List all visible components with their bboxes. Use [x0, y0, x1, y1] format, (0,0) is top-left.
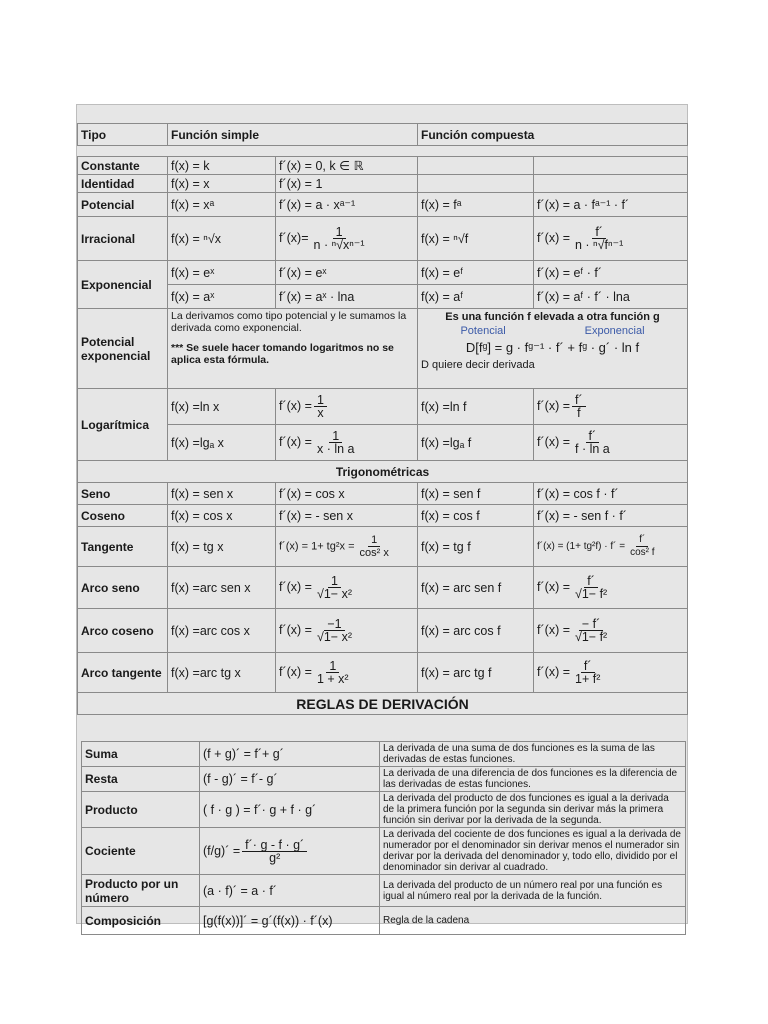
exponencial-derivada-a: f´(x) = aˣ · lna	[276, 285, 418, 309]
log-compuesta-lga: f(x) =lgₐ f	[418, 425, 534, 461]
arcoseno-simple: f(x) =arc sen x	[168, 567, 276, 609]
potexp-label-potencial: Potencial	[460, 325, 506, 337]
arcotangente-compuesta: f(x) = arc tg f	[418, 653, 534, 693]
tangente-compuesta-derivada: f´(x) = (1+ tg²f) · f´ = $\frac{f´}{\text{cos² f}}$	[534, 527, 688, 567]
irracional-derivada: f´(x)= $\frac{1}{\text{n · ⁿ√xⁿ⁻¹}}$	[276, 217, 418, 261]
arcotangente-simple: f(x) =arc tg x	[168, 653, 276, 693]
rule-cociente-desc: La derivada del cociente de dos funciones es igual a la derivada de numerador por el denominador sin derivar menos el numerador sin derivar por la derivada del denominador y, todo ello, dividido por el denominador sin derivar al cuadrado.	[380, 828, 686, 875]
row-identidad-name: Identidad	[78, 175, 168, 193]
potexp-label-exponencial: Exponencial	[584, 325, 645, 337]
constante-derivada: f´(x) = 0, k ∈ ℝ	[276, 157, 418, 175]
trigonometricas-title: Trigonométricas	[78, 461, 688, 483]
derivatives-table	[77, 123, 688, 715]
potexp-note-1: La derivamos como tipo potencial y le sumamos la derivada como exponencial.	[171, 310, 407, 334]
header-funcion-compuesta: Función compuesta	[418, 124, 688, 146]
rule-producto-formula: ( f · g ) = f´· g + f · g´	[200, 792, 380, 828]
arcocoseno-compuesta-derivada: f´(x) = $\frac{- f´}{\text{√1− f²}}$	[534, 609, 688, 653]
rule-suma-desc: La derivada de una suma de dos funciones es la suma de las derivadas de estas funciones.	[380, 742, 686, 767]
potexp-footnote: D quiere decir derivada	[421, 359, 535, 371]
header-funcion-simple: Función simple	[168, 124, 418, 146]
seno-compuesta: f(x) = sen f	[418, 483, 534, 505]
potencial-exponencial-formula-cell	[418, 309, 688, 389]
rules-table	[81, 741, 686, 935]
seno-compuesta-derivada: f´(x) = cos f · f´	[534, 483, 688, 505]
arcocoseno-simple: f(x) =arc cos x	[168, 609, 276, 653]
row-seno-name: Seno	[78, 483, 168, 505]
arcoseno-compuesta-derivada: f´(x) = $\frac{f´}{\text{√1− f²}}$	[534, 567, 688, 609]
reglas-title: REGLAS DE DERIVACIÓN	[78, 693, 688, 715]
log-compuesta-derivada-lga: f´(x) = $\frac{f´}{\text{f · ln a}}$	[534, 425, 688, 461]
arcotangente-derivada: f´(x) = $\frac{1}{\text{1 + x²}}$	[276, 653, 418, 693]
exponencial-compuesta-e: f(x) = eᶠ	[418, 261, 534, 285]
rule-resta-desc: La derivada de una diferencia de dos funciones es la diferencia de las derivadas de estas funciones.	[380, 767, 686, 792]
potexp-labels	[421, 324, 684, 338]
constante-simple: f(x) = k	[168, 157, 276, 175]
potencial-derivada: f´(x) = a · xᵃ⁻¹	[276, 193, 418, 217]
row-arcoseno-name: Arco seno	[78, 567, 168, 609]
rule-suma-formula: (f + g)´ = f´+ g´	[200, 742, 380, 767]
row-potencial-name: Potencial	[78, 193, 168, 217]
rule-cociente-formula: (f/g)´ = $\frac{f´\cdot g - f \cdot g´}{\text{g²}}$	[200, 828, 380, 875]
header-tipo: Tipo	[78, 124, 168, 146]
rule-producto-desc: La derivada del producto de dos funciones es igual a la derivada de la primera función por la segunda sin derivar más la primera función sin derivar por la derivada de la segunda.	[380, 792, 686, 828]
rule-composicion-desc: Regla de la cadena	[380, 907, 686, 935]
row-arcocoseno-name: Arco coseno	[78, 609, 168, 653]
exponencial-compuesta-a: f(x) = aᶠ	[418, 285, 534, 309]
formula-sheet	[76, 104, 688, 928]
rule-producto-numero-name: Producto por un número	[82, 875, 200, 907]
coseno-simple: f(x) = cos x	[168, 505, 276, 527]
arcoseno-compuesta: f(x) = arc sen f	[418, 567, 534, 609]
row-constante-name: Constante	[78, 157, 168, 175]
coseno-compuesta: f(x) = cos f	[418, 505, 534, 527]
coseno-compuesta-derivada: f´(x) = - sen f · f´	[534, 505, 688, 527]
row-logaritmica-name: Logarítmica	[78, 389, 168, 461]
potencial-simple: f(x) = xᵃ	[168, 193, 276, 217]
arcocoseno-compuesta: f(x) = arc cos f	[418, 609, 534, 653]
coseno-derivada: f´(x) = - sen x	[276, 505, 418, 527]
row-exponencial-name: Exponencial	[78, 261, 168, 309]
potencial-compuesta-derivada: f´(x) = a · fᵃ⁻¹ · f´	[534, 193, 688, 217]
row-irracional-name: Irracional	[78, 217, 168, 261]
exponencial-simple-e: f(x) = eˣ	[168, 261, 276, 285]
row-potencial-exponencial-name: Potencial exponencial	[78, 309, 168, 389]
arcotangente-compuesta-derivada: f´(x) = $\frac{f´}{\text{1+ f²}}$	[534, 653, 688, 693]
row-tangente-name: Tangente	[78, 527, 168, 567]
seno-derivada: f´(x) = cos x	[276, 483, 418, 505]
log-compuesta-ln: f(x) =ln f	[418, 389, 534, 425]
arcocoseno-derivada: f´(x) = $\frac{-1}{\text{√1− x²}}$	[276, 609, 418, 653]
log-simple-ln: f(x) =ln x	[168, 389, 276, 425]
identidad-derivada: f´(x) = 1	[276, 175, 418, 193]
tangente-derivada: f´(x) = 1+ tg²x = $\frac{1}{\text{cos² x}}$	[276, 527, 418, 567]
irracional-compuesta-derivada: f´(x) = $\frac{f´}{\text{n · ⁿ√fⁿ⁻¹}}$	[534, 217, 688, 261]
exponencial-simple-a: f(x) = aˣ	[168, 285, 276, 309]
log-derivada-lga: f´(x) = $\frac{1}{\text{x · ln a}}$	[276, 425, 418, 461]
seno-simple: f(x) = sen x	[168, 483, 276, 505]
row-arcotangente-name: Arco tangente	[78, 653, 168, 693]
log-simple-lga: f(x) =lgₐ x	[168, 425, 276, 461]
tangente-simple: f(x) = tg x	[168, 527, 276, 567]
irracional-compuesta: f(x) = ⁿ√f	[418, 217, 534, 261]
log-compuesta-derivada-ln: f´(x) = $\frac{f´}{f}$	[534, 389, 688, 425]
row-coseno-name: Coseno	[78, 505, 168, 527]
potexp-formula: D[fᵍ] = g · fᵍ⁻¹ · f´ + fᵍ · g´ · ln f	[465, 340, 640, 355]
rule-producto-name: Producto	[82, 792, 200, 828]
rule-resta-name: Resta	[82, 767, 200, 792]
rule-cociente-name: Cociente	[82, 828, 200, 875]
tangente-compuesta: f(x) = tg f	[418, 527, 534, 567]
potencial-exponencial-notes	[168, 309, 418, 389]
exponencial-compuesta-derivada-a: f´(x) = aᶠ · f´ · lna	[534, 285, 688, 309]
potexp-note-2: *** Se suele hacer tomando logaritmos no se aplica esta fórmula.	[171, 342, 394, 366]
arcoseno-derivada: f´(x) = $\frac{1}{\text{√1− x²}}$	[276, 567, 418, 609]
potexp-title: Es una función f elevada a otra función g	[445, 311, 660, 323]
identidad-simple: f(x) = x	[168, 175, 276, 193]
exponencial-compuesta-derivada-e: f´(x) = eᶠ · f´	[534, 261, 688, 285]
rule-producto-numero-formula: (a · f)´ = a · f´	[200, 875, 380, 907]
rule-producto-numero-desc: La derivada del producto de un número real por una función es igual al número real por la derivada de la función.	[380, 875, 686, 907]
potencial-compuesta: f(x) = fᵃ	[418, 193, 534, 217]
rule-resta-formula: (f - g)´ = f´- g´	[200, 767, 380, 792]
irracional-simple: f(x) = ⁿ√x	[168, 217, 276, 261]
exponencial-derivada-e: f´(x) = eˣ	[276, 261, 418, 285]
rule-composicion-formula: [g(f(x))]´ = g´(f(x)) · f´(x)	[200, 907, 380, 935]
log-derivada-ln: f´(x) = $\frac{1}{x}$	[276, 389, 418, 425]
rule-suma-name: Suma	[82, 742, 200, 767]
rule-composicion-name: Composición	[82, 907, 200, 935]
